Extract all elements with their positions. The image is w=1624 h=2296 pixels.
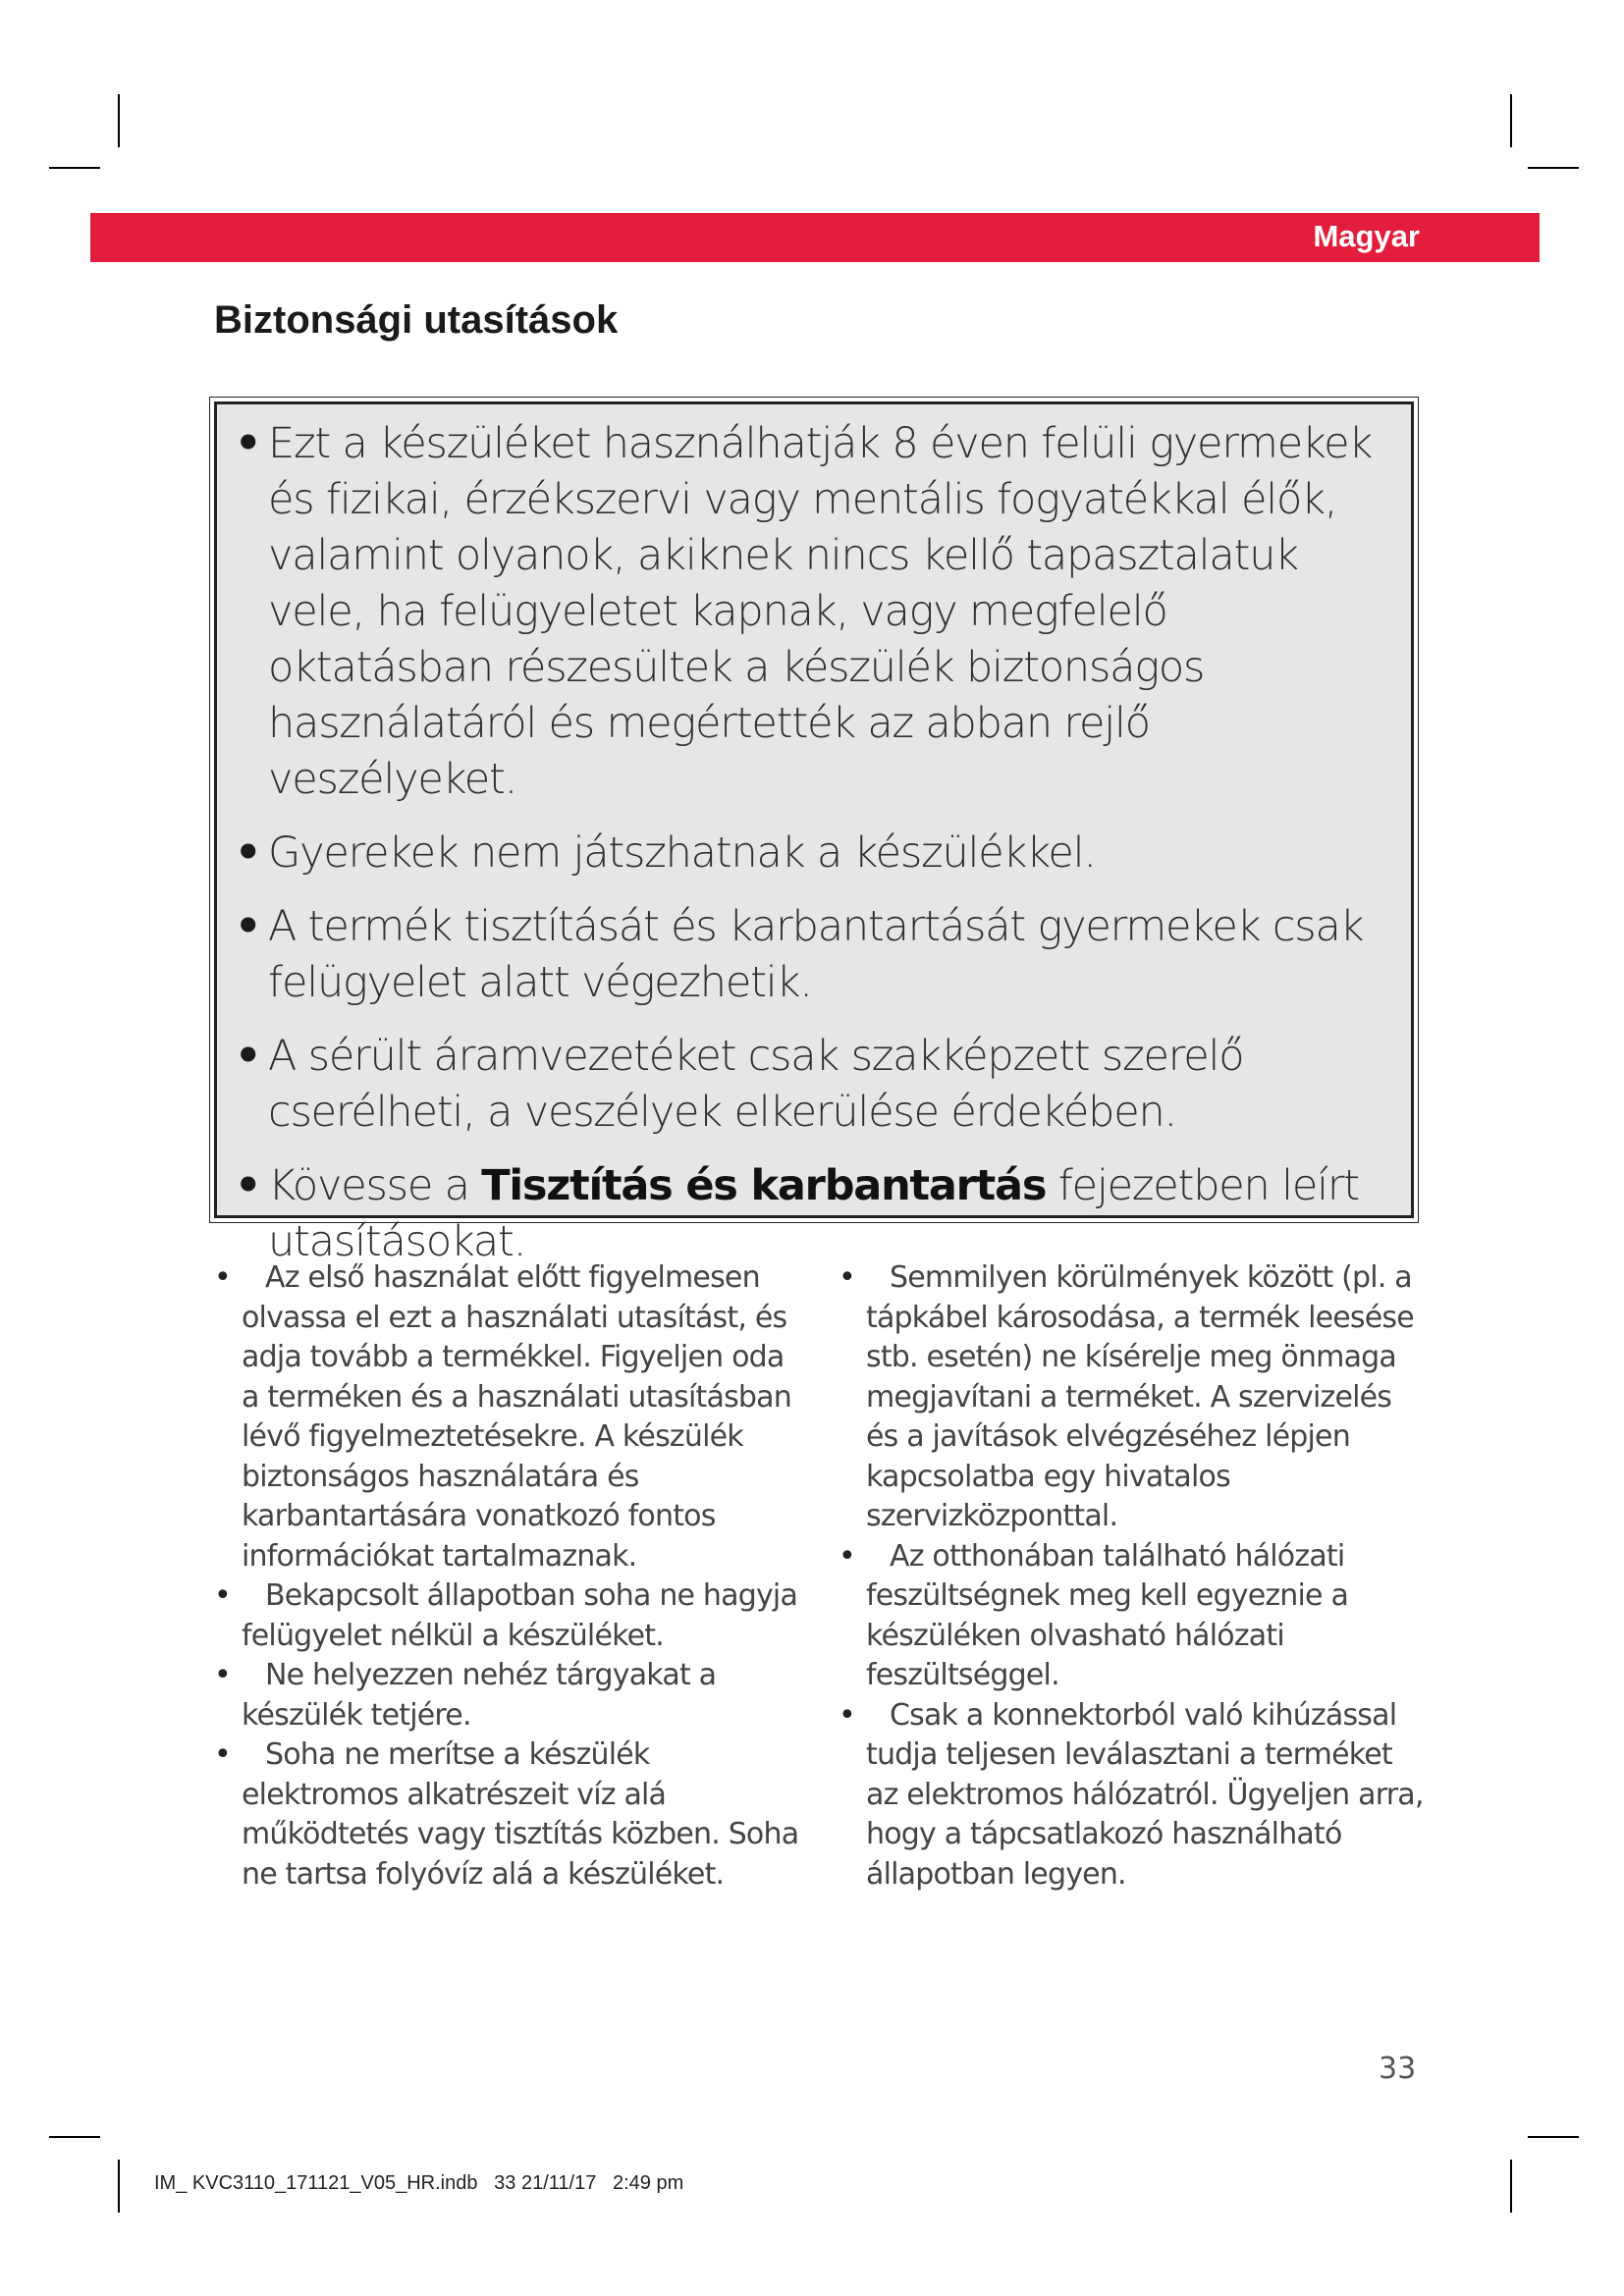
list-item: • Bekapcsolt állapotban soha ne hagyja felügyelet nélkül a készüléket. (214, 1578, 798, 1653)
bullet-icon: • (235, 1032, 261, 1081)
bullet-icon: • (214, 1578, 231, 1613)
warning-item: • Kövesse a Tisztítás és karbantartás fejezetben leírt utasításokat. (235, 1158, 1399, 1270)
list-item: • Az első használat előtt figyelmesen olvassa el ezt a használati utasítást, és adja tovább a termékkel. Figyeljen oda a terméken és a használati utasításban lévő figyelmeztetésekre. A készülék biztonságos használatára és karbantartására vonatkozó fontos információkat tartalmaznak. (214, 1260, 791, 1574)
bullet-icon: • (235, 1161, 261, 1210)
crop-mark-bottom-left-vertical (118, 2160, 120, 2213)
list-item: • Csak a konnektorból való kihúzással tudja teljesen leválasztani a terméket az elektromos hálózatról. Ügyeljen arra, hogy a tápcsatlakozó használható állapotban legyen. (839, 1697, 1424, 1892)
crop-mark-top-left-horizontal (49, 167, 100, 169)
bullet-icon: • (235, 828, 261, 878)
bullet-icon: • (839, 1538, 855, 1574)
bullet-icon: • (839, 1697, 855, 1733)
bullet-icon: • (235, 902, 261, 951)
crop-mark-bottom-right-horizontal (1528, 2136, 1579, 2138)
warning-list (217, 404, 1411, 1270)
warning-item: • A sérült áramvezetéket csak szakképzett szerelő cserélheti, a veszélyek elkerülése érdekében. (235, 1029, 1399, 1141)
list-item: • Semmilyen körülmények között (pl. a tápkábel károsodása, a termék leesése stb. esetén) ne kísérelje meg önmaga megjavítani a terméket. A szervizelés és a javítások elvégzéséhez lépjen kapcsolatba egy hivatalos szervizközponttal. (839, 1260, 1414, 1533)
right-column (839, 1258, 1428, 1895)
print-slug: IM_ KVC3110_171121_V05_HR.indb 33 21/11/17 2:49 pm (154, 2172, 684, 2194)
crop-mark-top-right-horizontal (1528, 167, 1579, 169)
left-column (214, 1258, 803, 1895)
warning-item: • Ezt a készüléket használhatják 8 éven felüli gyermekek és fizikai, érzékszervi vagy mentális fogyatékkal élők, valamint olyanok, akiknek nincs kellő tapasztalatuk vele, ha felügyeletet kapnak, vagy megfelelő oktatásban részesültek a készülék biztonságos használatáról és megértették az abban rejlő veszélyeket. (235, 416, 1399, 808)
crop-mark-bottom-right-vertical (1510, 2160, 1512, 2213)
left-instruction-list (214, 1258, 803, 1895)
bullet-icon: • (235, 419, 261, 468)
bullet-icon: • (214, 1260, 231, 1295)
warning-item: • Gyerekek nem játszhatnak a készülékkel. (235, 826, 1399, 881)
list-item: • Soha ne merítse a készülék elektromos alkatrészeit víz alá működtetés vagy tisztítás közben. Soha ne tartsa folyóvíz alá a készüléket. (214, 1737, 799, 1892)
list-item: • Az otthonában található hálózati feszültségnek meg kell egyeznie a készüléken olvasható hálózati feszültséggel. (839, 1538, 1349, 1692)
warning-item: • A termék tisztítását és karbantartását gyermekek csak felügyelet alatt végezhetik. (235, 899, 1399, 1011)
chapter-reference: Tisztítás és karbantartás (481, 1161, 1047, 1210)
crop-mark-top-right-vertical (1510, 94, 1512, 147)
crop-mark-bottom-left-horizontal (49, 2136, 100, 2138)
crop-mark-top-left-vertical (118, 94, 120, 147)
section-title: Biztonsági utasítások (214, 298, 619, 342)
bullet-icon: • (214, 1737, 231, 1772)
bullet-icon: • (214, 1658, 231, 1692)
bullet-icon: • (839, 1260, 855, 1295)
page-number: 33 (1379, 2052, 1417, 2086)
language-label: Magyar (1313, 219, 1420, 253)
warning-box (214, 401, 1414, 1266)
right-instruction-list (839, 1258, 1428, 1895)
language-header-bar (90, 213, 1540, 262)
list-item: • Ne helyezzen nehéz tárgyakat a készülék tetjére. (214, 1658, 717, 1733)
